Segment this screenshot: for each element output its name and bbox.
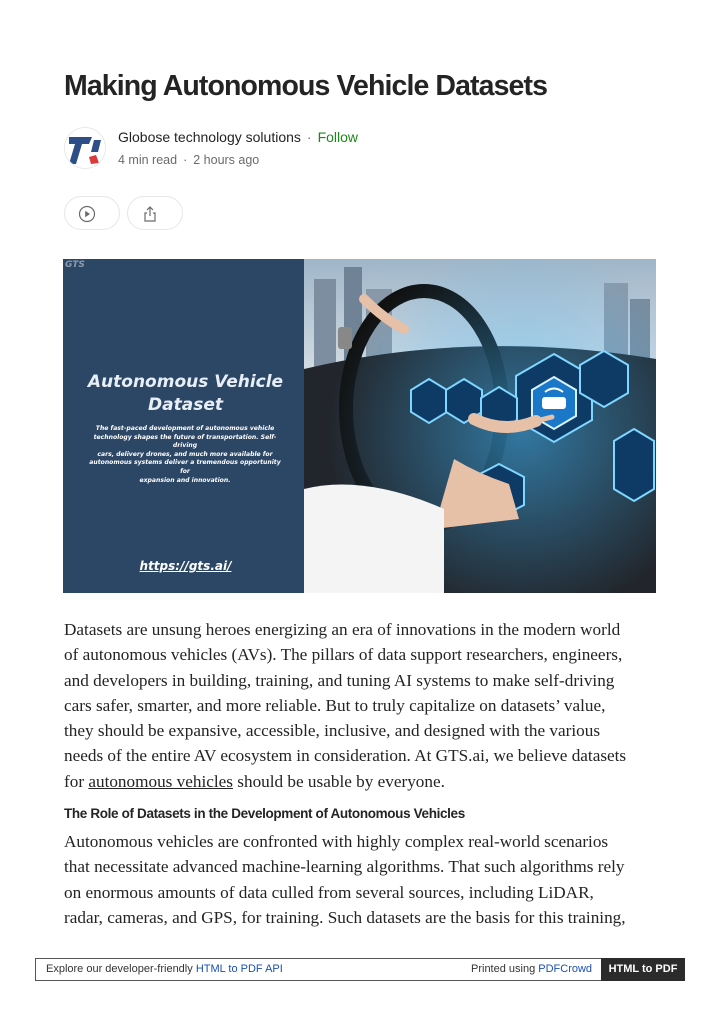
listen-button[interactable] [64,196,120,230]
paragraph-line: Datasets are unsung heroes energizing an era of innovations in the modern world [64,620,621,639]
article-title: Making Autonomous Vehicle Datasets [64,70,548,102]
hero-banner-panel [63,259,304,593]
text-fragment: for [64,771,89,791]
paragraph-line: on enormous amounts of data culled from several sources, including LiDAR, [64,882,594,902]
follow-button[interactable]: Follow [317,129,359,145]
footer-text: Explore our developer-friendly [46,963,196,975]
autonomous-vehicles-link[interactable]: autonomous vehicles [88,771,233,791]
hero-desc-line: technology shapes the future of transportation. Self-driving [93,433,277,450]
author-name[interactable]: Globose technology solutions [118,129,301,145]
paragraph-line: they should be expansive, accessible, inclusive, and designed with the various [64,721,601,741]
author-line [118,129,358,145]
author-avatar[interactable] [64,127,106,169]
play-circle-icon [78,205,96,223]
html-to-pdf-button[interactable]: HTML to PDF [601,958,685,981]
share-icon [141,205,159,223]
hero-desc-line: autonomous systems deliver a tremendous opportunity for [89,459,281,475]
article-meta [118,153,259,167]
paragraph-line: of autonomous vehicles (AVs). The pillars of data support researchers, engineers, [64,645,623,665]
footer-promo [46,963,283,975]
html-to-pdf-api-link[interactable]: HTML to PDF API [195,963,283,975]
hero-desc-line: cars, delivery drones, and much more available for [97,450,273,458]
publish-time: 2 hours ago [193,153,260,167]
pdf-footer-bar [35,958,685,981]
hero-description [85,425,285,485]
share-button[interactable] [127,196,183,230]
article-paragraph [64,829,664,930]
article-paragraph [64,617,664,794]
pdfcrowd-link[interactable]: PDFCrowd [538,963,593,975]
separator-dot: · [306,129,312,145]
text-fragment: should be usable by everyone. [232,771,445,791]
paragraph-line: and developers in building, training, and tuning AI systems to make self-driving [64,670,615,690]
gts-logo: GTS [65,260,85,270]
hero-title [73,371,298,417]
author-logo-icon [65,128,106,169]
hero-desc-line: The fast-paced development of autonomous vehicle [95,425,275,432]
car-dashboard-photo [304,259,656,593]
paragraph-line: needs of the entire AV ecosystem in consideration. At GTS.ai, we believe datasets [64,746,627,766]
hero-url: https://gts.ai/ [139,559,232,573]
paragraph-line [64,769,664,794]
footer-credit [471,963,592,975]
hero-image [63,259,656,593]
read-time: 4 min read [118,153,178,167]
paragraph-line: radar, cameras, and GPS, for training. Such datasets are the basis for this training, [64,907,626,927]
hero-title-line: Autonomous Vehicle [87,372,284,392]
hero-title-line: Dataset [148,395,223,415]
separator-dot: · [183,153,188,167]
paragraph-line: that necessitate advanced machine-learning algorithms. That such algorithms rely [64,857,625,877]
paragraph-line: cars safer, smarter, and more reliable. But to truly capitalize on datasets’ value, [64,695,606,715]
hero-desc-line: expansion and innovation. [139,476,231,484]
paragraph-line: Autonomous vehicles are confronted with highly complex real-world scenarios [64,832,609,851]
footer-text: Printed using [471,963,539,975]
section-heading: The Role of Datasets in the Development of Autonomous Vehicles [64,806,465,821]
